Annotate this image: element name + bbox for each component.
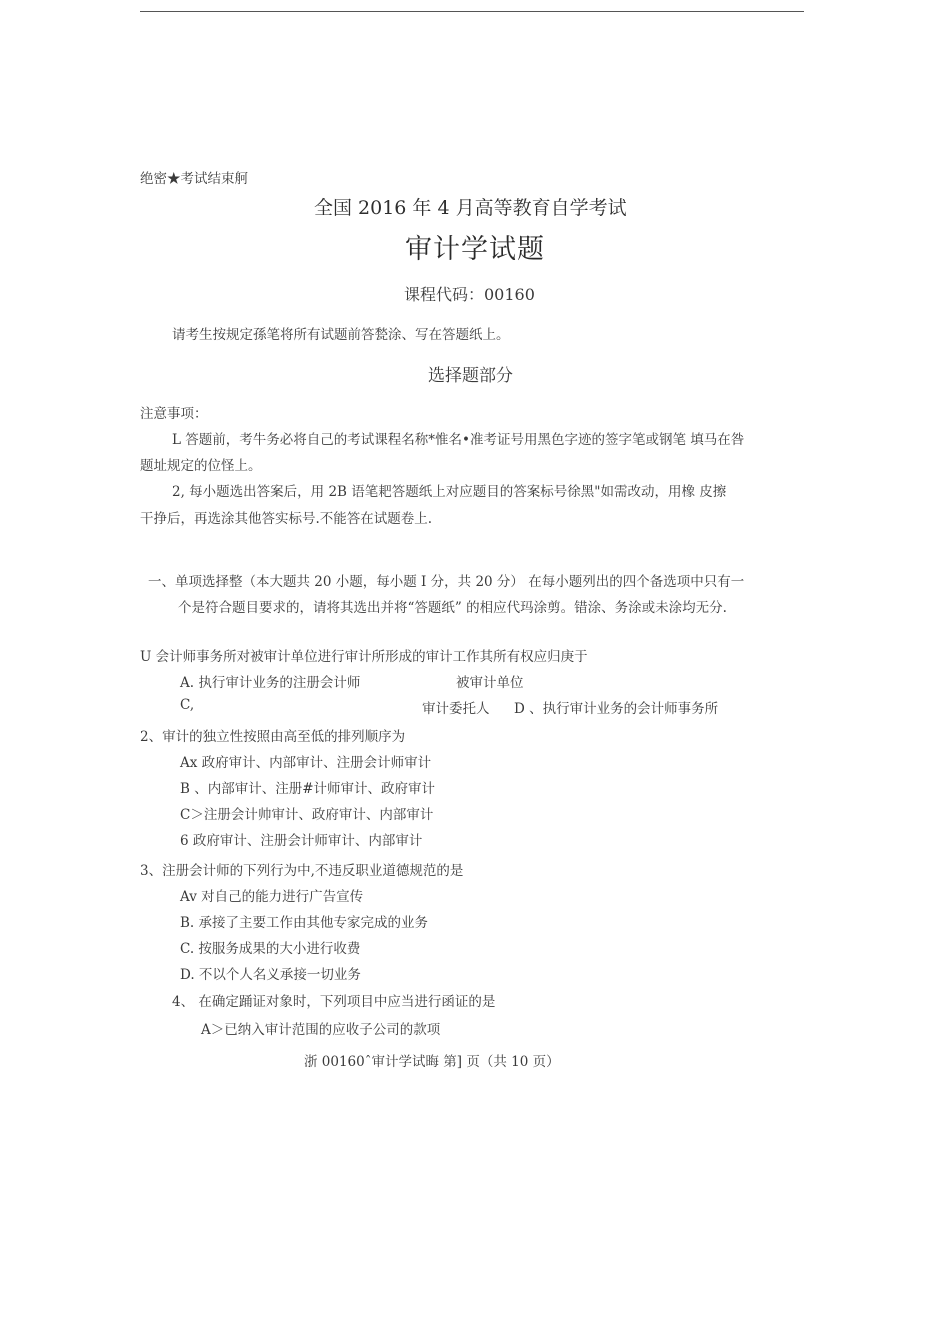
part-1-heading: 一、单项选择整（本大题共 20 小题，每小题 I 分，共 20 分） 在每小题列出的四个备选项中只有一 (148, 574, 745, 590)
question-2-stem: 2、审计的独立性按照由高至低的排列顺序为 (140, 729, 406, 745)
question-1-option-b: 被审计单位 (456, 675, 524, 691)
question-3-option-d: D. 不以个人名义承接一切业务 (180, 967, 361, 983)
secret-mark: 绝密★考试结束舸 (140, 171, 248, 187)
question-2-option-a: Ax 政府审计、内部审计、注册会计师审计 (180, 755, 432, 771)
question-1-option-a: A. 执行审计业务的注册会计师 (180, 675, 361, 691)
question-1-option-d: D 、执行审计业务的会计师事务所 (514, 701, 719, 717)
question-1-option-c-text: 审计委托人 (422, 701, 490, 717)
note-2-line-2: 干挣后，再选涂其他答实标号.不能答在试题卷上. (140, 511, 433, 527)
note-1-line-2: 题址规定的位怪上。 (140, 458, 262, 474)
question-2-option-d: 6 政府审计、注册会计师审计、内部审计 (180, 833, 423, 849)
question-2-option-b: B 、内部审计、注册#计师审计、政府审计 (180, 781, 436, 797)
notes-heading: 注意事项： (140, 406, 208, 422)
question-4-stem: 4、 在确定踊证对象时，下列项目中应当进行函证的是 (172, 994, 496, 1010)
course-code: 课程代码：00160 (404, 285, 535, 304)
note-2-line-1: 2, 每小题选出答案后，用 2B 语笔耙答题纸上对应题目的答案标号徐黑"如需改动，用橡 皮擦 (172, 484, 727, 500)
question-3-option-b: B. 承接了主要工作由其他专家完成的业务 (180, 915, 429, 931)
note-1-line-1: L 答题前，考牛务必将自己的考试课程名称*惟名•准考证号用黑色字迹的签字笔或钢笔 填马在咎 (172, 432, 745, 448)
page-footer: 浙 00160ˆ审计学试晦 第] 页（共 10 页） (304, 1054, 560, 1070)
question-4-option-a: A＞已纳入审计范围的应收子公司的款项 (201, 1022, 441, 1038)
section-title: 选择题部分 (428, 366, 513, 386)
question-1-stem: U 会计师事务所对被审计单位进行审计所形成的审计工作其所有权应归庚于 (140, 649, 588, 665)
question-3-stem: 3、注册会计师的下列行为中,不违反职业道德规范的是 (140, 863, 464, 879)
question-3-option-a: Av 对自己的能力进行广告宣传 (180, 889, 364, 905)
question-1-option-c-label: C, (180, 697, 195, 713)
question-2-option-c: C＞注册会计帅审计、政府审计、内部审计 (180, 807, 434, 823)
top-rule (140, 11, 804, 12)
question-3-option-c: C. 按服务成果的大小进行收费 (180, 941, 361, 957)
exam-name: 全国 2016 年 4 月高等教育自学考试 (314, 197, 627, 219)
exam-instruction: 请考生按规定孫笔将所有试题前答甃涂、写在答题纸上。 (172, 327, 510, 343)
subject-title: 审计学试题 (405, 234, 545, 265)
part-1-description: 个是符合题目要求的，请将其选出并将“答题纸” 的相应代玛涂剪。错涂、务涂或未涂均无分. (178, 600, 727, 616)
